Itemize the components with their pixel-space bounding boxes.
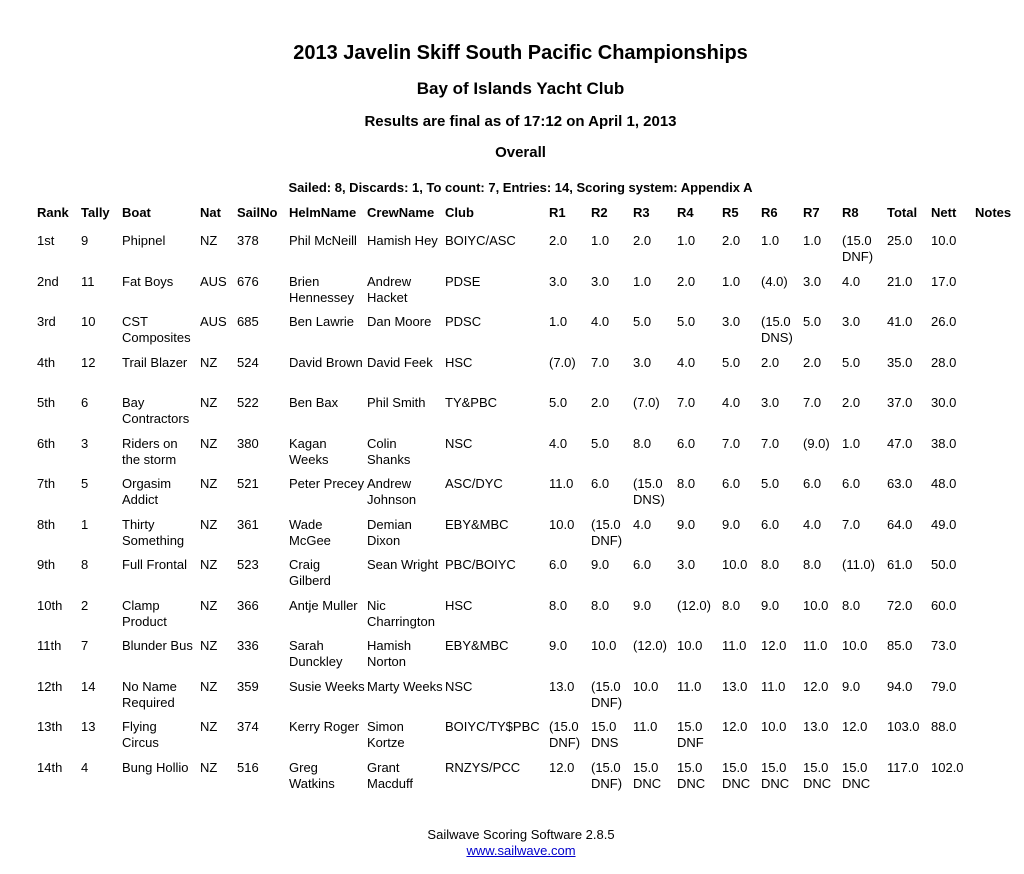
cell-helmname: Ben Bax [289,395,339,410]
cell-total: 37.0 [887,395,913,410]
cell-r6: (15.0 DNS) [761,314,793,345]
cell-boat: CST Composites [122,314,191,345]
cell-r4: 10.0 [677,638,703,653]
cell-sailno: 523 [237,557,259,572]
cell-helmname: Kerry Roger [289,719,360,734]
cell-r8: 10.0 [842,638,868,653]
cell-boat: Flying Circus [122,719,159,750]
cell-nat: NZ [200,638,218,653]
cell-boat: Phipnel [122,233,166,248]
cell-nat: NZ [200,354,218,370]
cell-r8: (15.0 DNF) [842,233,874,264]
cell-rank: 3rd [37,314,56,329]
cell-total: 117.0 [887,759,919,775]
cell-r1: (7.0) [549,354,576,370]
cell-r1: 11.0 [549,476,574,491]
cell-club: BOIYC/ASC [445,233,516,248]
cell-r2: 15.0 DNS [591,719,619,750]
cell-r5: 15.0 DNC [722,759,751,791]
cell-r1: 9.0 [549,638,568,653]
col-header-total: Total [887,205,918,220]
cell-r7: 5.0 [803,314,822,329]
cell-r5: 3.0 [722,314,741,329]
cell-tally: 2 [81,597,89,613]
cell-sailno: 521 [237,476,259,491]
cell-r2: 10.0 [591,638,617,653]
cell-r7: 11.0 [803,638,828,653]
cell-crewname: Demian Dixon [367,516,412,548]
cell-r1: 13.0 [549,678,575,694]
cell-boat: No Name Required [122,678,177,710]
cell-club: EBY&MBC [445,516,509,532]
cell-total: 64.0 [887,516,913,532]
cell-r2: 6.0 [591,476,610,491]
cell-sailno: 516 [237,759,259,775]
col-header-nat: Nat [200,205,221,220]
cell-r6: 12.0 [761,638,787,653]
cell-r3: 6.0 [633,557,652,572]
cell-tally: 9 [81,233,89,248]
cell-club: PDSC [445,314,482,329]
col-header-boat: Boat [122,205,151,220]
cell-r8: (11.0) [842,557,875,572]
cell-crewname: Dan Moore [367,314,432,329]
cell-club: ASC/DYC [445,476,503,491]
cell-tally: 3 [81,435,89,451]
cell-crewname: Phil Smith [367,395,426,410]
cell-nat: NZ [200,435,218,451]
cell-club: HSC [445,354,473,370]
col-header-rank: Rank [37,205,69,220]
cell-r7: 4.0 [803,516,822,532]
cell-r7: 15.0 DNC [803,759,832,791]
cell-r4: 4.0 [677,354,696,370]
cell-total: 21.0 [887,273,913,289]
cell-helmname: Kagan Weeks [289,435,329,467]
cell-r8: 8.0 [842,597,861,613]
col-header-tally: Tally [81,205,110,220]
cell-nat: AUS [200,273,227,289]
col-header-r2: R2 [591,205,608,220]
cell-nett: 50.0 [931,557,957,572]
cell-r3: (7.0) [633,395,660,410]
cell-r2: 4.0 [591,314,610,329]
cell-total: 25.0 [887,233,913,248]
cell-nett: 49.0 [931,516,957,532]
cell-tally: 11 [81,273,95,289]
cell-r1: 12.0 [549,759,575,775]
cell-nat: NZ [200,233,218,248]
series-summary: Sailed: 8, Discards: 1, To count: 7, Entries: 14, Scoring system: Appendix A [288,180,753,195]
col-header-r1: R1 [549,205,566,220]
cell-boat: Full Frontal [122,557,188,572]
cell-sailno: 374 [237,719,259,734]
cell-r5: 2.0 [722,233,741,248]
cell-r8: 15.0 DNC [842,759,871,791]
cell-r4: 6.0 [677,435,696,451]
cell-r4: 15.0 DNC [677,759,706,791]
sailwave-link[interactable]: www.sailwave.com [466,843,576,858]
col-header-notes: Notes [975,205,1012,220]
cell-rank: 13th [37,719,63,734]
cell-total: 63.0 [887,476,913,491]
cell-r8: 2.0 [842,395,861,410]
cell-crewname: Andrew Hacket [367,273,412,305]
col-header-nett: Nett [931,205,957,220]
cell-rank: 6th [37,435,56,451]
cell-rank: 9th [37,557,56,572]
page-title: 2013 Javelin Skiff South Pacific Championships [293,42,748,64]
cell-total: 61.0 [887,557,913,572]
footer [0,827,1024,859]
cell-club: NSC [445,435,473,451]
cell-r6: 3.0 [761,395,780,410]
cell-nat: NZ [200,719,218,734]
cell-r5: 8.0 [722,597,741,613]
col-header-helmname: HelmName [289,205,357,220]
cell-r5: 12.0 [722,719,748,734]
col-header-r4: R4 [677,205,694,220]
cell-r8: 4.0 [842,273,861,289]
cell-nat: NZ [200,759,218,775]
cell-club: TY&PBC [445,395,498,410]
cell-boat: Bung Hollio [122,759,189,775]
cell-total: 41.0 [887,314,913,329]
cell-r1: (15.0 DNF) [549,719,581,750]
cell-sailno: 524 [237,354,259,370]
cell-boat: Clamp Product [122,597,167,629]
cell-r7: 2.0 [803,354,822,370]
cell-nett: 30.0 [931,395,957,410]
cell-nat: NZ [200,476,218,491]
cell-r1: 4.0 [549,435,568,451]
cell-crewname: Grant Macduff [367,759,414,791]
cell-r5: 13.0 [722,678,748,694]
cell-sailno: 378 [237,233,259,248]
cell-helmname: Brien Hennessey [289,273,355,305]
cell-total: 94.0 [887,678,913,694]
cell-nett: 28.0 [931,354,957,370]
cell-nett: 102.0 [931,759,964,775]
cell-r1: 2.0 [549,233,568,248]
cell-r2: (15.0 DNF) [591,759,623,791]
cell-club: NSC [445,678,473,694]
cell-r5: 7.0 [722,435,741,451]
software-credit: Sailwave Scoring Software 2.8.5 [427,827,615,842]
cell-r1: 3.0 [549,273,568,289]
cell-nat: AUS [200,314,227,329]
cell-helmname: David Brown [289,354,363,370]
results-status: Results are final as of 17:12 on April 1, 2013 [364,113,677,130]
cell-club: HSC [445,597,473,613]
cell-r2: 1.0 [591,233,610,248]
cell-club: BOIYC/TY$PBC [445,719,540,734]
cell-nett: 73.0 [931,638,957,653]
cell-club: EBY&MBC [445,638,509,653]
cell-sailno: 336 [237,638,259,653]
cell-total: 72.0 [887,597,913,613]
cell-crewname: Hamish Norton [367,638,412,669]
section-heading: Overall [495,144,546,161]
cell-boat: Bay Contractors [122,395,190,426]
cell-r4: 3.0 [677,557,696,572]
cell-r1: 8.0 [549,597,568,613]
cell-r6: 5.0 [761,476,780,491]
cell-r5: 10.0 [722,557,748,572]
cell-r4: 7.0 [677,395,696,410]
cell-r3: (12.0) [633,638,667,653]
cell-r3: (15.0 DNS) [633,476,665,507]
cell-nett: 17.0 [931,273,957,289]
cell-tally: 8 [81,557,89,572]
cell-r4: 5.0 [677,314,696,329]
cell-r7: 3.0 [803,273,822,289]
cell-sailno: 359 [237,678,259,694]
cell-total: 103.0 [887,719,920,734]
cell-helmname: Craig Gilberd [289,557,331,588]
cell-r4: (12.0) [677,597,711,613]
cell-nett: 88.0 [931,719,957,734]
cell-r8: 1.0 [842,435,861,451]
cell-crewname: Hamish Hey [367,233,438,248]
cell-rank: 5th [37,395,56,410]
cell-r4: 15.0 DNF [677,719,704,750]
cell-boat: Orgasim Addict [122,476,172,507]
cell-boat: Blunder Bus [122,638,193,653]
cell-r3: 11.0 [633,719,658,734]
cell-nat: NZ [200,557,218,572]
cell-nett: 10.0 [931,233,957,248]
cell-r6: 7.0 [761,435,780,451]
cell-rank: 4th [37,354,56,370]
cell-crewname: David Feek [367,354,433,370]
cell-crewname: Colin Shanks [367,435,411,467]
cell-tally: 7 [81,638,89,653]
cell-r7: 8.0 [803,557,822,572]
cell-tally: 4 [81,759,89,775]
cell-helmname: Peter Precey [289,476,365,491]
cell-nat: NZ [200,678,218,694]
cell-crewname: Sean Wright [367,557,439,572]
cell-sailno: 361 [237,516,259,532]
cell-r2: 5.0 [591,435,610,451]
cell-club: PDSE [445,273,481,289]
cell-crewname: Andrew Johnson [367,476,417,507]
cell-r5: 5.0 [722,354,741,370]
cell-helmname: Wade McGee [289,516,331,548]
col-header-club: Club [445,205,474,220]
cell-r6: 9.0 [761,597,780,613]
cell-r3: 5.0 [633,314,652,329]
cell-sailno: 366 [237,597,259,613]
cell-r6: 10.0 [761,719,787,734]
cell-nett: 38.0 [931,435,957,451]
cell-boat: Fat Boys [122,273,174,289]
cell-sailno: 685 [237,314,259,329]
cell-r8: 3.0 [842,314,861,329]
cell-rank: 2nd [37,273,59,289]
cell-r4: 8.0 [677,476,696,491]
col-header-r5: R5 [722,205,739,220]
cell-r2: (15.0 DNF) [591,678,623,710]
cell-tally: 6 [81,395,89,410]
col-header-r3: R3 [633,205,650,220]
cell-r6: (4.0) [761,273,788,289]
cell-crewname: Marty Weeks [367,678,443,694]
cell-club: RNZYS/PCC [445,759,521,775]
cell-tally: 12 [81,354,96,370]
cell-r4: 9.0 [677,516,696,532]
cell-r8: 9.0 [842,678,861,694]
cell-total: 35.0 [887,354,913,370]
cell-nat: NZ [200,597,218,613]
cell-r5: 6.0 [722,476,741,491]
cell-r5: 4.0 [722,395,741,410]
cell-helmname: Antje Muller [289,597,358,613]
cell-rank: 14th [37,759,63,775]
col-header-sailno: SailNo [237,205,278,220]
cell-rank: 7th [37,476,56,491]
col-header-crewname: CrewName [367,205,435,220]
cell-rank: 12th [37,678,63,694]
cell-r5: 1.0 [722,273,741,289]
cell-r3: 15.0 DNC [633,759,662,791]
cell-boat: Thirty Something [122,516,185,548]
cell-nat: NZ [200,395,218,410]
cell-helmname: Phil McNeill [289,233,357,248]
cell-nett: 48.0 [931,476,957,491]
col-header-r6: R6 [761,205,778,220]
cell-crewname: Simon Kortze [367,719,405,750]
cell-r7: 7.0 [803,395,822,410]
cell-r3: 9.0 [633,597,652,613]
cell-r3: 1.0 [633,273,652,289]
cell-r8: 6.0 [842,476,861,491]
cell-r2: 9.0 [591,557,610,572]
cell-club: PBC/BOIYC [445,557,516,572]
cell-r3: 8.0 [633,435,652,451]
cell-total: 47.0 [887,435,913,451]
cell-helmname: Sarah Dunckley [289,638,343,669]
cell-r7: 10.0 [803,597,829,613]
cell-r6: 6.0 [761,516,780,532]
cell-tally: 13 [81,719,96,734]
cell-crewname: Nic Charrington [367,597,435,629]
cell-rank: 8th [37,516,56,532]
cell-r7: (9.0) [803,435,830,451]
cell-r2: (15.0 DNF) [591,516,623,548]
cell-rank: 10th [37,597,63,613]
cell-r7: 12.0 [803,678,829,694]
venue-subtitle: Bay of Islands Yacht Club [416,79,625,98]
cell-r3: 10.0 [633,678,659,694]
cell-r3: 2.0 [633,233,652,248]
cell-nett: 26.0 [931,314,957,329]
cell-r6: 1.0 [761,233,780,248]
cell-sailno: 676 [237,273,259,289]
cell-r1: 10.0 [549,516,575,532]
cell-r8: 12.0 [842,719,868,734]
cell-r4: 1.0 [677,233,696,248]
cell-r2: 2.0 [591,395,610,410]
cell-r2: 7.0 [591,354,610,370]
cell-r3: 3.0 [633,354,652,370]
cell-r7: 13.0 [803,719,829,734]
cell-rank: 1st [37,233,55,248]
cell-r6: 15.0 DNC [761,759,790,791]
cell-r2: 8.0 [591,597,610,613]
cell-sailno: 522 [237,395,259,410]
cell-r1: 1.0 [549,314,568,329]
cell-boat: Trail Blazer [122,354,188,370]
cell-r1: 5.0 [549,395,568,410]
cell-r7: 1.0 [803,233,822,248]
cell-helmname: Susie Weeks [289,678,365,694]
col-header-r7: R7 [803,205,820,220]
cell-rank: 11th [37,638,62,653]
cell-r6: 2.0 [761,354,780,370]
cell-r3: 4.0 [633,516,652,532]
cell-r5: 11.0 [722,638,747,653]
cell-tally: 10 [81,314,96,329]
cell-total: 85.0 [887,638,913,653]
cell-sailno: 380 [237,435,259,451]
cell-nett: 60.0 [931,597,957,613]
cell-r4: 2.0 [677,273,696,289]
cell-r8: 5.0 [842,354,861,370]
col-header-r8: R8 [842,205,859,220]
cell-nett: 79.0 [931,678,957,694]
cell-r7: 6.0 [803,476,822,491]
cell-r6: 11.0 [761,678,786,694]
cell-helmname: Ben Lawrie [289,314,355,329]
cell-r8: 7.0 [842,516,861,532]
cell-r1: 6.0 [549,557,568,572]
cell-r2: 3.0 [591,273,610,289]
cell-r5: 9.0 [722,516,741,532]
cell-helmname: Greg Watkins [289,759,335,791]
cell-tally: 5 [81,476,89,491]
cell-tally: 14 [81,678,96,694]
cell-r4: 11.0 [677,678,702,694]
cell-nat: NZ [200,516,218,532]
cell-boat: Riders on the storm [122,435,178,467]
cell-tally: 1 [81,516,89,532]
cell-r6: 8.0 [761,557,780,572]
